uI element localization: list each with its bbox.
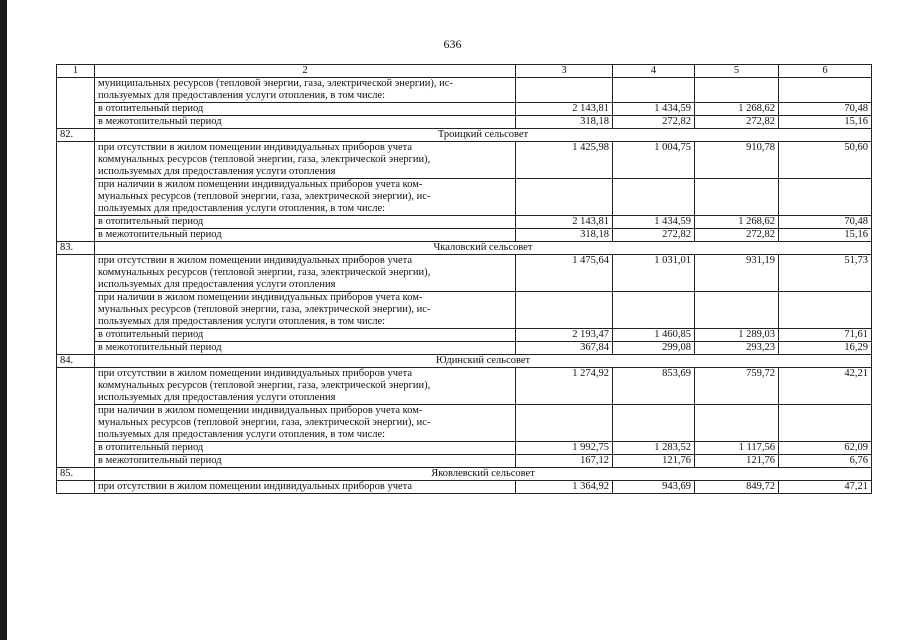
value-col-5 — [695, 78, 779, 103]
period-label: в межотопительный период — [95, 342, 516, 355]
value-col-6: 42,21 — [779, 368, 872, 405]
value-col-4 — [613, 405, 695, 442]
row-number — [57, 142, 95, 242]
row-text: муниципальных ресурсов (тепловой энергии, газа, электрической энергии), ис- пользуемых для предоставления услуги отопления, в том числе: — [95, 78, 516, 103]
continuation-row — [57, 78, 872, 103]
value-col-3: 1 475,64 — [516, 255, 613, 292]
value-col-4: 1 460,85 — [613, 329, 695, 342]
value-col-3: 1 425,98 — [516, 142, 613, 179]
value-col-4: 121,76 — [613, 455, 695, 468]
value-col-6: 6,76 — [779, 455, 872, 468]
present-meter-text: при наличии в жилом помещении индивидуальных приборов учета ком- мунальных ресурсов (тепловой энергии, газа, электрической энергии), ис- пользуемых для предоставления услуги отопления, в том числе: — [95, 179, 516, 216]
value-col-3: 318,18 — [516, 116, 613, 129]
value-col-5: 272,82 — [695, 116, 779, 129]
value-col-4: 943,69 — [613, 481, 695, 494]
value-col-3: 1 992,75 — [516, 442, 613, 455]
section-header-row — [57, 129, 872, 142]
absent-meter-row — [57, 255, 872, 292]
value-col-3 — [516, 405, 613, 442]
present-meter-row — [57, 179, 872, 216]
period-label: в межотопительный период — [95, 455, 516, 468]
value-col-5: 1 117,56 — [695, 442, 779, 455]
section-number: 82. — [57, 129, 95, 142]
period-label: в отопительный период — [95, 103, 516, 116]
value-col-6: 70,48 — [779, 103, 872, 116]
absent-meter-text: при отсутствии в жилом помещении индивидуальных приборов учета коммунальных ресурсов (тепловой энергии, газа, электрической энергии), используемых для предоставления услуги отопления — [95, 142, 516, 179]
row-number — [57, 481, 95, 494]
value-col-6 — [779, 78, 872, 103]
period-label: в межотопительный период — [95, 229, 516, 242]
tariff-table — [56, 64, 872, 494]
value-col-5: 759,72 — [695, 368, 779, 405]
absent-meter-row — [57, 481, 872, 494]
value-col-3 — [516, 78, 613, 103]
row-number — [57, 368, 95, 468]
value-col-3: 367,84 — [516, 342, 613, 355]
section-name: Яковлевский сельсовет — [95, 468, 872, 481]
scan-edge-bar — [0, 0, 7, 640]
header-col-2: 2 — [95, 65, 516, 78]
value-col-3: 1 274,92 — [516, 368, 613, 405]
value-col-6: 50,60 — [779, 142, 872, 179]
period-row — [57, 103, 872, 116]
value-col-6: 16,29 — [779, 342, 872, 355]
value-col-4: 272,82 — [613, 229, 695, 242]
period-row — [57, 216, 872, 229]
section-header-row — [57, 355, 872, 368]
value-col-3: 2 143,81 — [516, 216, 613, 229]
value-col-4 — [613, 78, 695, 103]
value-col-4 — [613, 292, 695, 329]
value-col-6 — [779, 179, 872, 216]
period-label: в отопительный период — [95, 216, 516, 229]
period-row — [57, 116, 872, 129]
value-col-5: 1 268,62 — [695, 103, 779, 116]
value-col-3: 2 143,81 — [516, 103, 613, 116]
period-label: в отопительный период — [95, 329, 516, 342]
section-name: Чкаловский сельсовет — [95, 242, 872, 255]
value-col-5: 849,72 — [695, 481, 779, 494]
value-col-6: 70,48 — [779, 216, 872, 229]
present-meter-row — [57, 405, 872, 442]
period-row — [57, 342, 872, 355]
present-meter-text: при наличии в жилом помещении индивидуальных приборов учета ком- мунальных ресурсов (тепловой энергии, газа, электрической энергии), ис- пользуемых для предоставления услуги отопления, в том числе: — [95, 292, 516, 329]
section-number: 83. — [57, 242, 95, 255]
value-col-6: 71,61 — [779, 329, 872, 342]
value-col-4: 299,08 — [613, 342, 695, 355]
value-col-4: 1 004,75 — [613, 142, 695, 179]
value-col-6: 15,16 — [779, 229, 872, 242]
absent-meter-row — [57, 368, 872, 405]
page-number: 636 — [443, 37, 462, 51]
value-col-5: 121,76 — [695, 455, 779, 468]
present-meter-text: при наличии в жилом помещении индивидуальных приборов учета ком- мунальных ресурсов (тепловой энергии, газа, электрической энергии), ис- пользуемых для предоставления услуги отопления, в том числе: — [95, 405, 516, 442]
value-col-4: 1 434,59 — [613, 103, 695, 116]
header-col-1: 1 — [57, 65, 95, 78]
value-col-4: 853,69 — [613, 368, 695, 405]
value-col-5: 293,23 — [695, 342, 779, 355]
row-number — [57, 78, 95, 129]
absent-meter-text: при отсутствии в жилом помещении индивидуальных приборов учета коммунальных ресурсов (тепловой энергии, газа, электрической энергии), используемых для предоставления услуги отопления — [95, 255, 516, 292]
tariff-table-body — [57, 65, 872, 494]
value-col-3: 318,18 — [516, 229, 613, 242]
value-col-6: 15,16 — [779, 116, 872, 129]
period-label: в межотопительный период — [95, 116, 516, 129]
section-number: 84. — [57, 355, 95, 368]
header-row — [57, 65, 872, 78]
header-col-6: 6 — [779, 65, 872, 78]
value-col-5: 1 268,62 — [695, 216, 779, 229]
value-col-5 — [695, 405, 779, 442]
value-col-5: 910,78 — [695, 142, 779, 179]
value-col-3: 1 364,92 — [516, 481, 613, 494]
header-col-3: 3 — [516, 65, 613, 78]
value-col-4: 1 283,52 — [613, 442, 695, 455]
value-col-5 — [695, 292, 779, 329]
present-meter-row — [57, 292, 872, 329]
value-col-6 — [779, 292, 872, 329]
section-header-row — [57, 468, 872, 481]
value-col-4: 272,82 — [613, 116, 695, 129]
section-name: Троицкий сельсовет — [95, 129, 872, 142]
header-col-5: 5 — [695, 65, 779, 78]
value-col-5: 272,82 — [695, 229, 779, 242]
period-label: в отопительный период — [95, 442, 516, 455]
absent-meter-row — [57, 142, 872, 179]
header-col-4: 4 — [613, 65, 695, 78]
value-col-5: 1 289,03 — [695, 329, 779, 342]
value-col-4: 1 031,01 — [613, 255, 695, 292]
value-col-3: 2 193,47 — [516, 329, 613, 342]
period-row — [57, 455, 872, 468]
period-row — [57, 329, 872, 342]
absent-meter-text: при отсутствии в жилом помещении индивидуальных приборов учета коммунальных ресурсов (тепловой энергии, газа, электрической энергии), используемых для предоставления услуги отопления — [95, 368, 516, 405]
value-col-4 — [613, 179, 695, 216]
value-col-3: 167,12 — [516, 455, 613, 468]
value-col-3 — [516, 292, 613, 329]
value-col-5: 931,19 — [695, 255, 779, 292]
value-col-3 — [516, 179, 613, 216]
period-row — [57, 229, 872, 242]
value-col-6: 47,21 — [779, 481, 872, 494]
value-col-6 — [779, 405, 872, 442]
section-name: Юдинский сельсовет — [95, 355, 872, 368]
value-col-6: 62,09 — [779, 442, 872, 455]
absent-meter-text: при отсутствии в жилом помещении индивидуальных приборов учета — [95, 481, 516, 494]
value-col-4: 1 434,59 — [613, 216, 695, 229]
section-header-row — [57, 242, 872, 255]
value-col-5 — [695, 179, 779, 216]
section-number: 85. — [57, 468, 95, 481]
row-number — [57, 255, 95, 355]
period-row — [57, 442, 872, 455]
value-col-6: 51,73 — [779, 255, 872, 292]
